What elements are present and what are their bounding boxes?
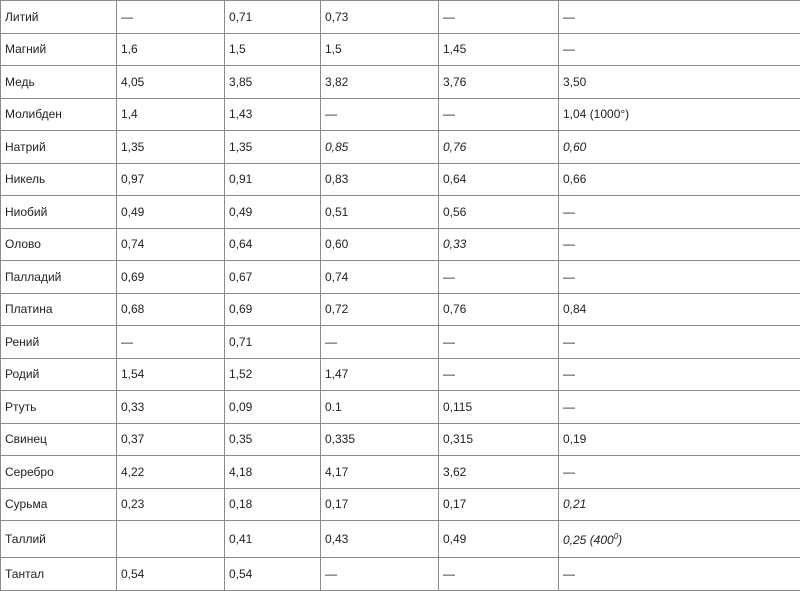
element-name-cell [1,66,117,99]
cell-superscript: 0 [613,531,619,541]
table-row [1,98,800,131]
value-cell [439,228,559,261]
cell-text: 0,73 [325,9,349,24]
value-cell [439,33,559,66]
cell-text: 0,54 [229,567,253,582]
value-cell [117,293,225,326]
table-row [1,1,800,34]
cell-text: 0,60 [563,139,587,154]
cell-text: — [325,334,337,349]
cell-text: Молибден [5,107,62,122]
value-cell [117,326,225,359]
cell-text: — [563,367,575,382]
table-row [1,423,800,456]
value-cell [559,293,800,326]
cell-text: 0,37 [121,432,145,447]
cell-text: Олово [5,237,41,252]
value-cell [559,66,800,99]
value-cell [559,1,800,34]
cell-text: 0,49 [443,532,467,547]
value-cell [321,358,439,391]
value-cell [117,423,225,456]
value-cell [559,358,800,391]
value-cell [439,1,559,34]
cell-text: 0,68 [121,302,145,317]
element-name-cell [1,196,117,229]
cell-text: 1,04 (1000°) [563,107,630,122]
value-cell [225,228,321,261]
cell-text: — [563,42,575,57]
cell-text: 4,05 [121,74,145,89]
value-cell [321,521,439,558]
value-cell [321,261,439,294]
value-cell [117,196,225,229]
value-cell [225,391,321,424]
cell-text: Серебро [5,464,54,479]
cell-text: 0,43 [325,532,349,547]
value-cell [225,1,321,34]
value-cell [321,98,439,131]
cell-text: 0,33 [121,399,145,414]
cell-text: 1,5 [325,42,342,57]
cell-text: — [121,334,133,349]
value-cell [117,228,225,261]
value-cell [225,33,321,66]
value-cell [225,163,321,196]
element-name-cell [1,98,117,131]
cell-text: 3,50 [563,74,587,89]
element-name-cell [1,521,117,558]
cell-text: 0,335 [325,432,356,447]
value-cell [559,131,800,164]
cell-text: 4,22 [121,464,145,479]
value-cell [225,558,321,591]
cell-text: 0,56 [443,204,467,219]
cell-text: 1,43 [229,107,253,122]
cell-text: — [563,269,575,284]
cell-text: — [443,107,455,122]
value-cell [117,163,225,196]
cell-text: 0,19 [563,432,587,447]
cell-text: 1,54 [121,367,145,382]
cell-text: 1,35 [229,139,253,154]
cell-text: — [563,237,575,252]
value-cell [321,228,439,261]
cell-text: Рений [5,334,40,349]
element-name-cell [1,1,117,34]
value-cell [321,163,439,196]
value-cell [559,521,800,558]
value-cell [225,521,321,558]
cell-text: 0,66 [563,172,587,187]
cell-text: Магний [5,42,47,57]
value-cell [439,521,559,558]
cell-text: 0,21 [563,497,587,512]
cell-text: 3,76 [443,74,467,89]
cell-text: 1,45 [443,42,467,57]
cell-text: 1,4 [121,107,138,122]
value-cell [559,558,800,591]
cell-suffix: ) [618,532,623,547]
value-cell [117,456,225,489]
value-cell [321,196,439,229]
value-cell [117,98,225,131]
cell-text: 0,17 [443,497,467,512]
cell-text: 0,115 [443,399,473,414]
value-cell [321,326,439,359]
cell-text: 0,35 [229,432,253,447]
value-cell [439,293,559,326]
value-cell [117,358,225,391]
cell-text: — [563,567,575,582]
value-cell [225,456,321,489]
value-cell [559,196,800,229]
cell-text: 0,71 [229,9,253,24]
cell-text: 0,69 [229,302,253,317]
cell-text: — [563,399,575,414]
table-row [1,196,800,229]
cell-text: — [563,464,575,479]
cell-text: Ртуть [5,399,37,414]
cell-text: 0,76 [443,302,467,317]
cell-text: 0,84 [563,302,587,317]
element-name-cell [1,456,117,489]
value-cell [321,456,439,489]
value-cell [321,1,439,34]
cell-text: 0,64 [229,237,253,252]
cell-text: — [563,334,575,349]
value-cell [439,98,559,131]
table-row [1,293,800,326]
cell-text: 1,52 [229,367,253,382]
value-cell [117,261,225,294]
value-cell [439,423,559,456]
element-name-cell [1,423,117,456]
value-cell [321,33,439,66]
cell-text: 0,91 [229,172,253,187]
table-row [1,488,800,521]
value-cell [117,558,225,591]
cell-text: 0,72 [325,302,349,317]
value-cell [225,326,321,359]
cell-text: 0,67 [229,269,253,284]
value-cell [225,131,321,164]
value-cell [321,293,439,326]
cell-text: Платина [5,302,53,317]
cell-text: 4,18 [229,464,253,479]
value-cell [439,131,559,164]
value-cell [559,456,800,489]
value-cell [117,391,225,424]
cell-text: 0,17 [325,497,349,512]
value-cell [117,488,225,521]
cell-text: 0,74 [325,269,349,284]
cell-text: Литий [5,9,39,24]
cell-text: — [121,9,133,24]
table-row [1,391,800,424]
value-cell [439,488,559,521]
cell-text: Ниобий [5,204,48,219]
value-cell [559,423,800,456]
cell-text: Медь [5,74,35,89]
cell-text: 0,18 [229,497,253,512]
cell-text: — [443,367,455,382]
value-cell [559,33,800,66]
cell-text: Сурьма [5,497,48,512]
cell-text: 3,62 [443,464,467,479]
table-body [1,1,800,591]
table-row [1,456,800,489]
value-cell [117,131,225,164]
table-row [1,228,800,261]
value-cell [559,488,800,521]
cell-text: Таллий [5,532,46,547]
cell-text: — [443,334,455,349]
cell-text: 1,35 [121,139,145,154]
element-name-cell [1,228,117,261]
value-cell [225,293,321,326]
value-cell [225,196,321,229]
cell-text: 0.1 [325,399,342,414]
value-cell [225,261,321,294]
element-name-cell [1,163,117,196]
value-cell [439,261,559,294]
table-row [1,66,800,99]
cell-text: 0,33 [443,237,467,252]
cell-text: 0,76 [443,139,467,154]
value-cell [439,196,559,229]
element-name-cell [1,261,117,294]
value-cell [559,261,800,294]
cell-text: 0,49 [229,204,253,219]
value-cell [225,98,321,131]
cell-text: 0,25 (400 [563,532,614,547]
element-name-cell [1,558,117,591]
value-cell [321,423,439,456]
cell-text: 0,64 [443,172,467,187]
cell-text: 1,5 [229,42,246,57]
cell-text: — [443,269,455,284]
cell-text: 0,71 [229,334,253,349]
table-row [1,326,800,359]
table-row [1,261,800,294]
table-row [1,558,800,591]
value-cell [559,98,800,131]
cell-text: Свинец [5,432,47,447]
value-cell [559,326,800,359]
value-cell [439,558,559,591]
cell-text: 0,23 [121,497,145,512]
value-cell [117,66,225,99]
element-name-cell [1,488,117,521]
cell-text: — [563,204,575,219]
value-cell [225,488,321,521]
table-row [1,521,800,558]
cell-text: Никель [5,172,46,187]
cell-text: 4,17 [325,464,349,479]
cell-text: 0,41 [229,532,253,547]
value-cell [559,228,800,261]
cell-text: 0,315 [443,432,474,447]
cell-text: — [325,107,337,122]
cell-text: 0,51 [325,204,349,219]
value-cell [225,358,321,391]
cell-text: 1,6 [121,42,138,57]
element-name-cell [1,391,117,424]
value-cell [225,66,321,99]
cell-text: 3,85 [229,74,253,89]
cell-text: Палладий [5,269,62,284]
value-cell [321,391,439,424]
value-cell [321,488,439,521]
cell-text: — [563,9,575,24]
value-cell [117,33,225,66]
cell-text: 0,49 [121,204,145,219]
cell-text: 3,82 [325,74,349,89]
cell-text: — [443,567,455,582]
cell-text: — [325,567,337,582]
cell-text: 0,83 [325,172,349,187]
value-cell [559,391,800,424]
table-row [1,163,800,196]
value-cell [439,358,559,391]
value-cell [439,326,559,359]
value-cell [439,66,559,99]
cell-text: Тантал [5,567,45,582]
cell-text: Натрий [5,139,46,154]
cell-text: 0,69 [121,269,145,284]
value-cell [439,391,559,424]
value-cell [117,1,225,34]
cell-text: 0,97 [121,172,145,187]
value-cell [117,521,225,558]
cell-text: 0,74 [121,237,145,252]
cell-text: 0,60 [325,237,349,252]
table-row [1,33,800,66]
cell-text: 0,09 [229,399,253,414]
value-cell [321,66,439,99]
element-name-cell [1,358,117,391]
cell-text: — [443,9,455,24]
cell-text: 1,47 [325,367,349,382]
value-cell [321,558,439,591]
cell-text: Родий [5,367,40,382]
value-cell [559,163,800,196]
cell-text: 0,54 [121,567,145,582]
value-cell [321,131,439,164]
cell-text: 0,85 [325,139,349,154]
element-name-cell [1,33,117,66]
element-name-cell [1,326,117,359]
table-row [1,131,800,164]
element-name-cell [1,293,117,326]
value-cell [225,423,321,456]
value-cell [439,163,559,196]
element-name-cell [1,131,117,164]
table-row [1,358,800,391]
value-cell [439,456,559,489]
